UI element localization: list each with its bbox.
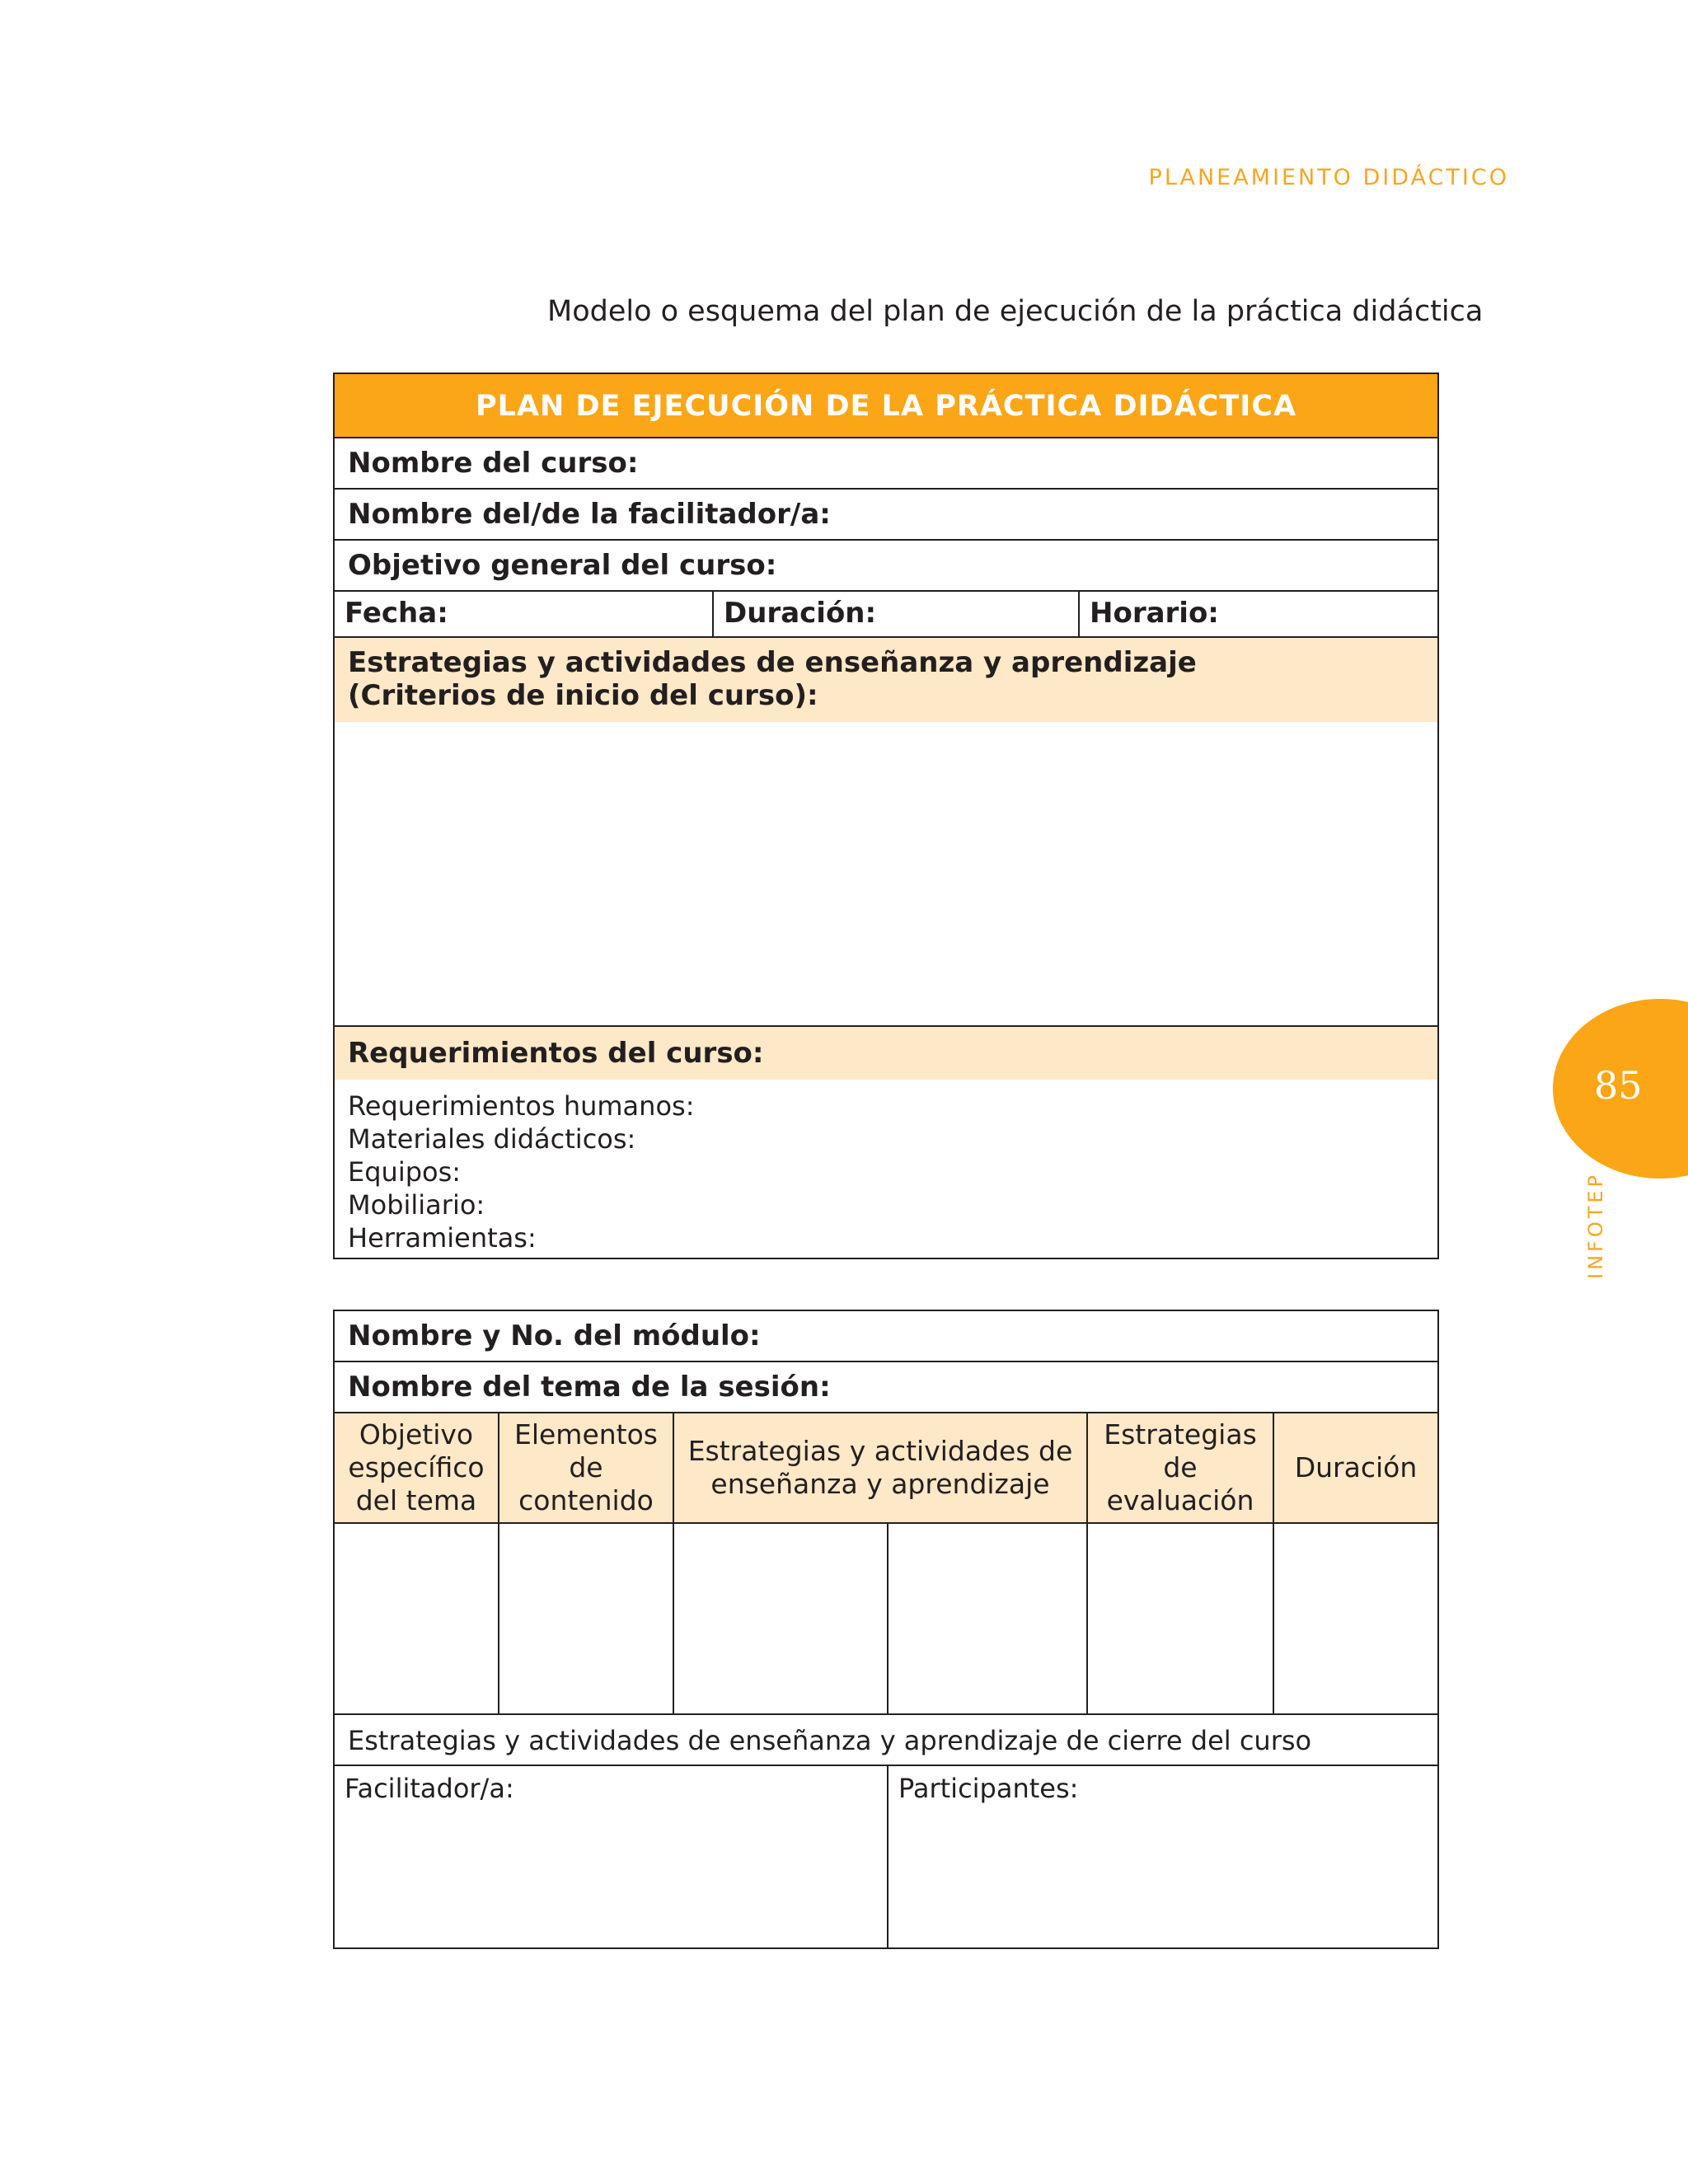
plan-title: PLAN DE EJECUCIÓN DE LA PRÁCTICA DIDÁCTICA <box>335 374 1437 438</box>
page-subtitle: Modelo o esquema del plan de ejecución de la práctica didáctica <box>547 295 1484 328</box>
participants-label[interactable]: Participantes: <box>898 1773 1079 1804</box>
facilitator-name-row[interactable] <box>335 490 1437 541</box>
module-name-label: Nombre y No. del módulo: <box>348 1319 761 1352</box>
section-label: PLANEAMIENTO DIDÁCTICO <box>1148 165 1509 190</box>
col-objective-header: Objetivo específico del tema <box>348 1418 485 1516</box>
col-content-header: Elementos de contenido <box>513 1418 658 1516</box>
divider <box>887 1766 889 1947</box>
strategies-subtitle: (Criterios de inicio del curso): <box>348 679 818 712</box>
session-topic-row[interactable] <box>335 1362 1437 1413</box>
col-duration-header: Duración <box>1294 1451 1418 1483</box>
divider <box>1078 592 1080 638</box>
divider <box>498 1413 499 1524</box>
strategies-header <box>335 638 1437 722</box>
closing-label: Estrategias y actividades de enseñanza y aprendizaje de cierre del curso <box>348 1725 1312 1756</box>
divider <box>498 1524 499 1715</box>
session-topic-label: Nombre del tema de la sesión: <box>348 1371 831 1404</box>
strategies-title: Estrategias y actividades de enseñanza y aprendizaje <box>348 646 1197 679</box>
req-materials: Materiales didácticos: <box>348 1123 636 1155</box>
course-name-row[interactable] <box>335 438 1437 490</box>
divider <box>887 1524 889 1715</box>
requirements-title: Requerimientos del curso: <box>348 1037 764 1070</box>
divider <box>712 592 714 638</box>
divider <box>1273 1413 1274 1524</box>
date-duration-schedule-row <box>335 592 1437 638</box>
divider <box>673 1524 674 1715</box>
col-strategies-header: Estrategias y actividades de enseñanza y aprendizaje <box>687 1435 1073 1500</box>
divider <box>673 1413 674 1524</box>
req-tools: Herramientas: <box>348 1222 537 1254</box>
requirements-area[interactable] <box>335 1080 1437 1259</box>
table-header <box>335 1413 1437 1524</box>
closing-row <box>335 1715 1437 1766</box>
module-name-row[interactable] <box>335 1311 1437 1362</box>
req-furniture: Mobiliario: <box>348 1189 485 1221</box>
schedule-label[interactable]: Horario: <box>1090 597 1219 630</box>
side-label: INFOTEP <box>1584 1171 1607 1279</box>
general-objective-row[interactable] <box>335 541 1437 592</box>
date-label[interactable]: Fecha: <box>345 597 448 630</box>
plan-form <box>333 373 1439 1259</box>
facilitator-name-label: Nombre del/de la facilitador/a: <box>348 498 831 531</box>
course-name-label: Nombre del curso: <box>348 447 639 480</box>
signature-row <box>335 1766 1437 1947</box>
col-evaluation-header: Estrategias de evaluación <box>1104 1418 1257 1516</box>
general-objective-label: Objetivo general del curso: <box>348 549 777 582</box>
requirements-header <box>335 1027 1437 1080</box>
table-body[interactable] <box>335 1524 1437 1715</box>
req-human: Requerimientos humanos: <box>348 1090 695 1122</box>
duration-label[interactable]: Duración: <box>724 597 877 630</box>
divider <box>1086 1524 1088 1715</box>
divider <box>1273 1524 1274 1715</box>
page-number: 85 <box>1594 1063 1643 1108</box>
req-equipment: Equipos: <box>348 1156 462 1188</box>
divider <box>1086 1413 1088 1524</box>
strategies-area[interactable] <box>335 722 1437 1027</box>
facilitator-label[interactable]: Facilitador/a: <box>345 1773 514 1804</box>
module-form <box>333 1310 1439 1949</box>
